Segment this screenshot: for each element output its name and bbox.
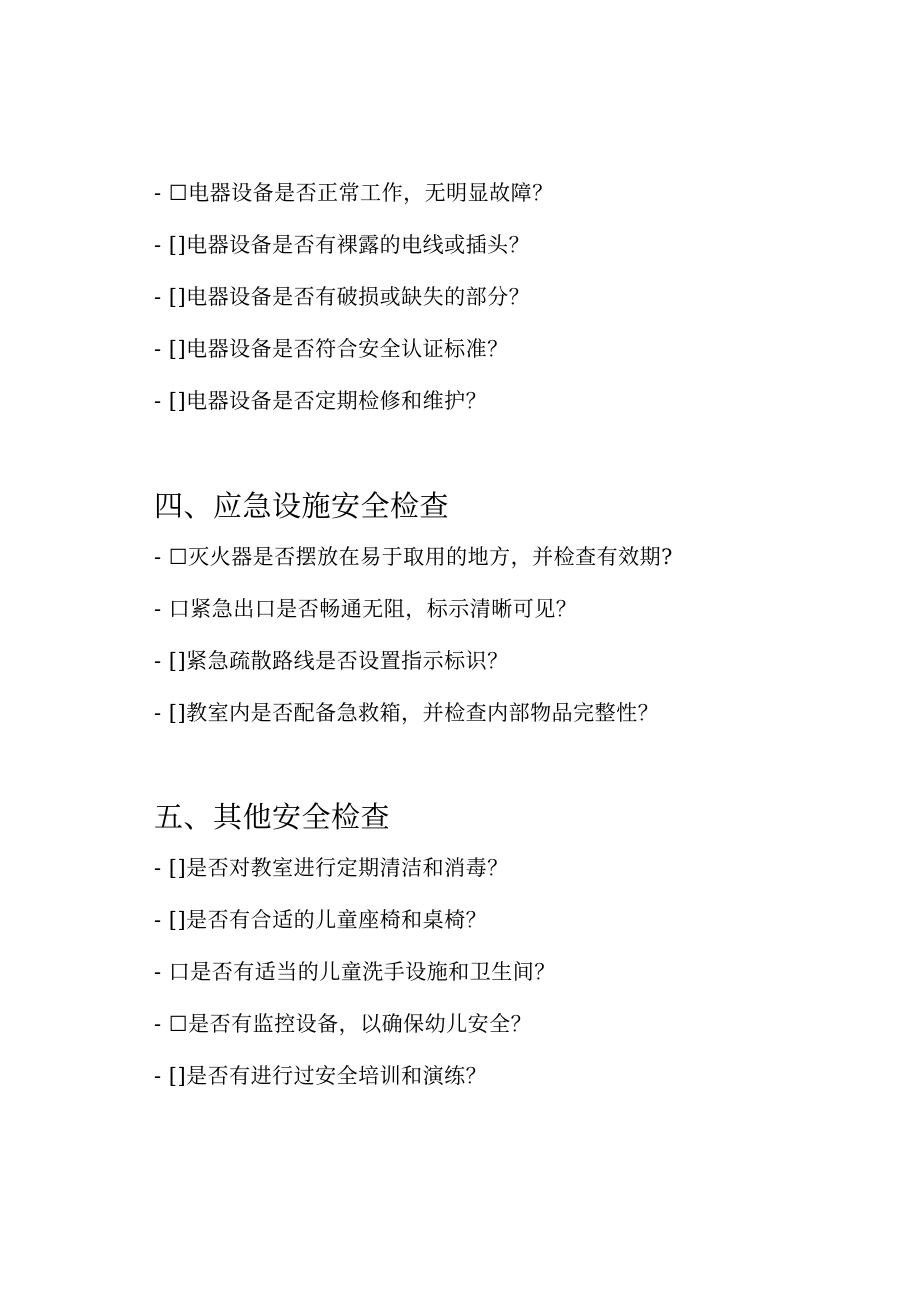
checklist-item: - []是否有进行过安全培训和演练？ — [154, 1064, 488, 1088]
section-heading-other: 五、其他安全检查 — [154, 800, 391, 834]
checklist-item: - 口是否有适当的儿童洗手设施和卫生间？ — [154, 960, 556, 984]
checklist-item: - []紧急疏散路线是否设置指示标识？ — [154, 649, 509, 673]
checklist-item: - []电器设备是否定期检修和维护？ — [154, 389, 488, 413]
checklist-item: - []电器设备是否有裸露的电线或插头？ — [154, 233, 531, 257]
checklist-item: - ☐电器设备是否正常工作，无明显故障？ — [154, 181, 554, 205]
checklist-item: - []是否有合适的儿童座椅和桌椅？ — [154, 908, 488, 932]
checklist-item: - 口紧急出口是否畅通无阻，标示清晰可见？ — [154, 597, 578, 621]
checklist-item: - ☐是否有监控设备，以确保幼儿安全？ — [154, 1012, 533, 1036]
checklist-item: - []电器设备是否符合安全认证标准？ — [154, 337, 509, 361]
section-heading-emergency: 四、应急设施安全检查 — [154, 489, 450, 523]
checklist-item: - []教室内是否配备急救箱，并检查内部物品完整性？ — [154, 701, 660, 725]
checklist-item: - []电器设备是否有破损或缺失的部分？ — [154, 285, 531, 309]
checklist-item: - []是否对教室进行定期清洁和消毒？ — [154, 856, 509, 880]
checklist-item: - ☐灭火器是否摆放在易于取用的地方，并检查有效期? — [154, 545, 673, 569]
